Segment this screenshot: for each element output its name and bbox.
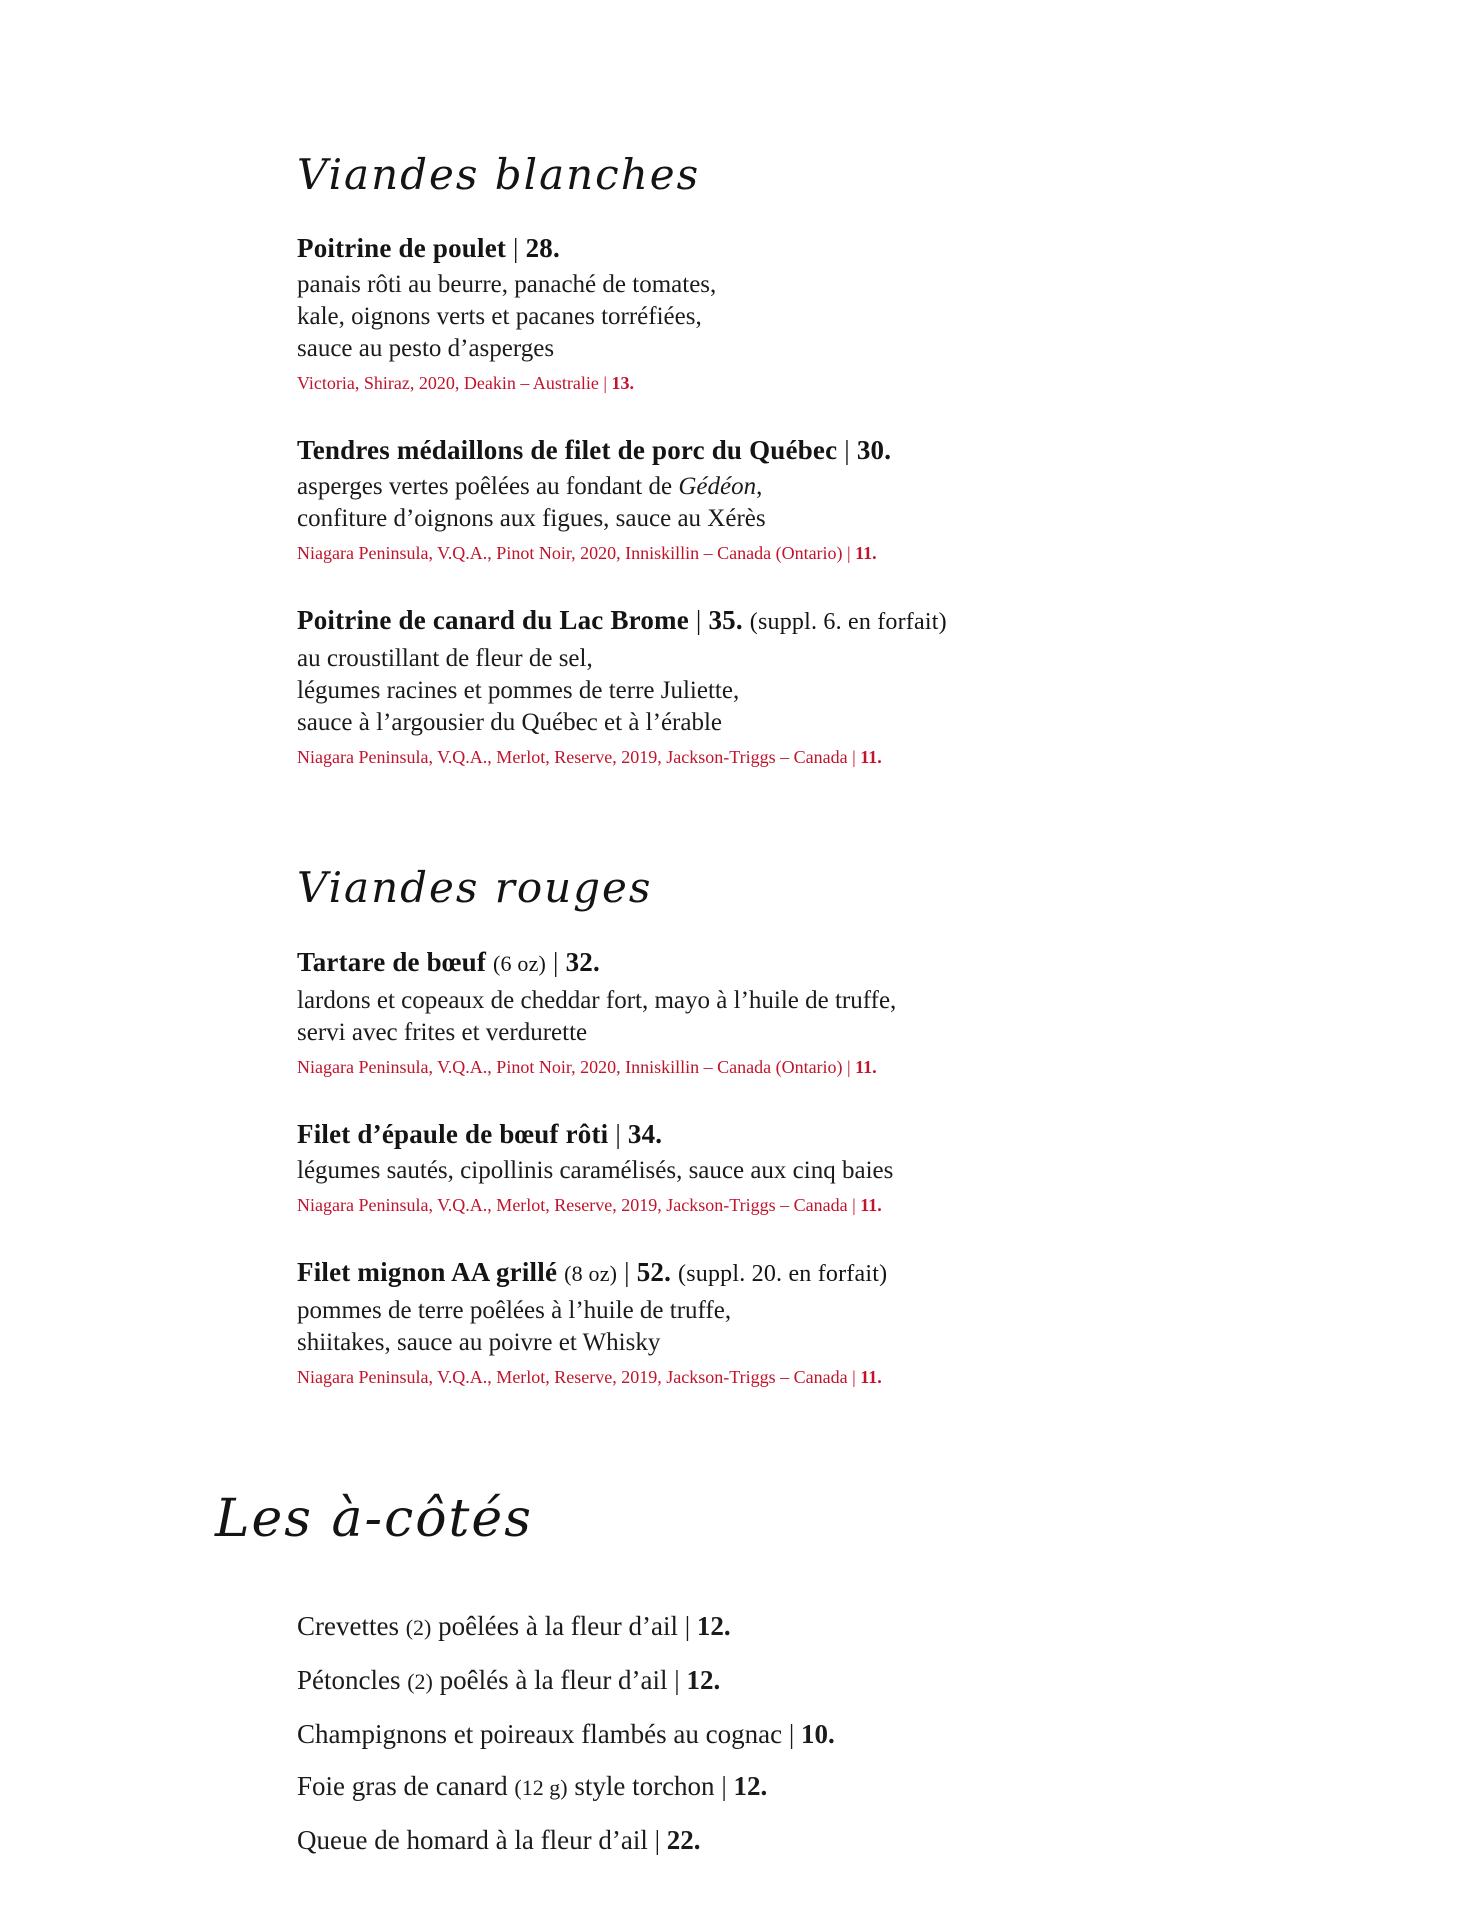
dish-name: Poitrine de canard du Lac Brome: [297, 605, 689, 636]
price-separator: |: [654, 1824, 660, 1855]
side-price: 12.: [733, 1770, 768, 1801]
wine-price: 11.: [860, 1366, 882, 1387]
description-line: shiitakes, sauce au poivre et Whisky: [297, 1328, 661, 1356]
wine-price: 11.: [860, 747, 882, 768]
wine-separator: |: [852, 1194, 856, 1215]
description-line: sauce au pesto d’asperges: [297, 335, 555, 363]
dish-title: [297, 1116, 1394, 1152]
wine-price: 11.: [855, 1056, 877, 1077]
description-line: légumes racines et pommes de terre Juliette,: [297, 677, 740, 705]
dish-price: 35.: [708, 605, 743, 636]
description-line: panais rôti au beurre, panaché de tomates,: [297, 271, 717, 299]
side-quantity: (2): [407, 1668, 433, 1694]
side-text: Foie gras de canard: [297, 1770, 508, 1801]
wine-separator: |: [852, 747, 856, 768]
description-text: ,: [756, 473, 763, 501]
dish-name: Tartare de bœuf: [297, 946, 487, 977]
side-price: 12.: [696, 1610, 731, 1641]
side-text: poêlées à la fleur d’ail: [438, 1610, 679, 1641]
dish-description: [297, 643, 1394, 739]
dish-price: 52.: [636, 1256, 672, 1287]
dish-supplement-note: (suppl. 6. en forfait): [749, 609, 947, 636]
wine-pairing: [297, 746, 1394, 768]
side-text: Pétoncles: [297, 1664, 401, 1695]
dish-name: Tendres médaillons de filet de porc du Québec: [297, 435, 838, 466]
wine-text: Niagara Peninsula, V.Q.A., Merlot, Reserve, 2019, Jackson-Triggs – Canada: [297, 1194, 848, 1215]
section-viandes-blanches: [297, 150, 1394, 768]
wine-price: 13.: [611, 373, 634, 394]
side-text: Crevettes: [297, 1610, 399, 1641]
description-line: au croustillant de fleur de sel,: [297, 645, 593, 673]
price-separator: |: [684, 1610, 691, 1641]
wine-separator: |: [852, 1366, 856, 1387]
dish-name: Filet d’épaule de bœuf rôti: [297, 1118, 609, 1149]
wine-price: 11.: [855, 543, 877, 564]
dish-size: (6 oz): [492, 950, 547, 976]
dish-description: [297, 1295, 1394, 1359]
side-item-foie-gras: [297, 1760, 1394, 1814]
description-line: légumes sautés, cipollinis caramélisés, sauce aux cinq baies: [297, 1156, 894, 1184]
dish-price: 28.: [525, 233, 560, 264]
dish-title: [297, 230, 1394, 266]
dish-poitrine-de-canard: [297, 602, 1394, 768]
dish-description: [297, 1155, 1394, 1187]
wine-text: Niagara Peninsula, V.Q.A., Pinot Noir, 2020, Inniskillin – Canada (Ontario): [297, 543, 843, 564]
dish-name: Filet mignon AA grillé: [297, 1256, 558, 1287]
side-text: Champignons et poireaux flambés au cognac: [297, 1718, 783, 1749]
wine-text: Niagara Peninsula, V.Q.A., Merlot, Reserve, 2019, Jackson-Triggs – Canada: [297, 747, 848, 768]
wine-pairing: [297, 1056, 1394, 1078]
price-separator: |: [624, 1256, 630, 1287]
dish-size: (8 oz): [564, 1260, 618, 1286]
wine-separator: |: [847, 1056, 851, 1077]
side-text: style torchon: [574, 1770, 715, 1801]
section-title: Viandes blanches: [297, 150, 701, 199]
dish-description: [297, 985, 1394, 1049]
wine-text: Victoria, Shiraz, 2020, Deakin – Australie: [297, 373, 599, 394]
description-line: lardons et copeaux de cheddar fort, mayo à l’huile de truffe,: [297, 986, 897, 1014]
wine-price: 11.: [860, 1194, 882, 1215]
dish-medaillons-de-porc: [297, 432, 1394, 564]
dish-supplement-note: (suppl. 20. en forfait): [678, 1260, 888, 1287]
dish-title: [297, 1254, 1394, 1292]
description-line: pommes de terre poêlées à l’huile de truffe,: [297, 1296, 732, 1324]
dish-price: 30.: [856, 435, 892, 466]
dish-poitrine-de-poulet: [297, 230, 1394, 394]
description-italic: Gédéon: [678, 473, 757, 501]
wine-separator: |: [603, 373, 607, 394]
section-title: Viandes rouges: [297, 863, 653, 913]
dish-description: [297, 471, 1394, 535]
sides-section-title: Les à-côtés: [215, 1488, 533, 1549]
section-les-a-cotes: [215, 1488, 1394, 1866]
description-text: asperges vertes poêlées au fondant de: [297, 473, 679, 501]
dish-price: 34.: [627, 1118, 663, 1149]
wine-pairing: [297, 1366, 1394, 1388]
price-separator: |: [721, 1770, 727, 1801]
price-separator: |: [844, 435, 850, 466]
side-item-petoncles: [297, 1654, 1394, 1708]
price-separator: |: [553, 946, 559, 977]
wine-text: Niagara Peninsula, V.Q.A., Merlot, Reserve, 2019, Jackson-Triggs – Canada: [297, 1366, 848, 1387]
side-quantity: (12 g): [514, 1774, 568, 1800]
wine-separator: |: [847, 543, 851, 564]
section-viandes-rouges: [297, 863, 1394, 1387]
side-price: 12.: [686, 1664, 721, 1695]
dish-tartare-de-boeuf: [297, 944, 1394, 1078]
wine-pairing: [297, 372, 1394, 394]
side-text: poêlés à la fleur d’ail: [439, 1664, 668, 1695]
side-item-queue-de-homard: [297, 1814, 1394, 1866]
side-text: Queue de homard à la fleur d’ail: [297, 1824, 648, 1855]
side-item-crevettes: [297, 1600, 1394, 1654]
dish-title: [297, 432, 1394, 468]
side-price: 22.: [666, 1824, 701, 1855]
side-price: 10.: [801, 1718, 835, 1749]
price-separator: |: [695, 605, 702, 636]
description-line: kale, oignons verts et pacanes torréfiées,: [297, 303, 702, 331]
dish-filet-epaule: [297, 1116, 1394, 1216]
description-line: confiture d’oignons aux figues, sauce au Xérès: [297, 505, 766, 533]
wine-pairing: [297, 1194, 1394, 1216]
wine-text: Niagara Peninsula, V.Q.A., Pinot Noir, 2020, Inniskillin – Canada (Ontario): [297, 1056, 843, 1077]
description-line: [297, 471, 1394, 503]
side-quantity: (2): [405, 1614, 432, 1640]
dish-filet-mignon: [297, 1254, 1394, 1388]
price-separator: |: [788, 1718, 795, 1749]
description-line: sauce à l’argousier du Québec et à l’érable: [297, 709, 723, 737]
dish-price: 32.: [565, 946, 600, 977]
dish-title: [297, 944, 1394, 982]
price-separator: |: [615, 1118, 621, 1149]
price-separator: |: [513, 233, 519, 264]
price-separator: |: [674, 1664, 680, 1695]
dish-name: Poitrine de poulet: [297, 233, 507, 264]
dish-title: [297, 602, 1394, 640]
dish-description: [297, 269, 1394, 365]
wine-pairing: [297, 542, 1394, 564]
side-item-champignons: [297, 1708, 1394, 1760]
description-line: servi avec frites et verdurette: [297, 1018, 588, 1046]
